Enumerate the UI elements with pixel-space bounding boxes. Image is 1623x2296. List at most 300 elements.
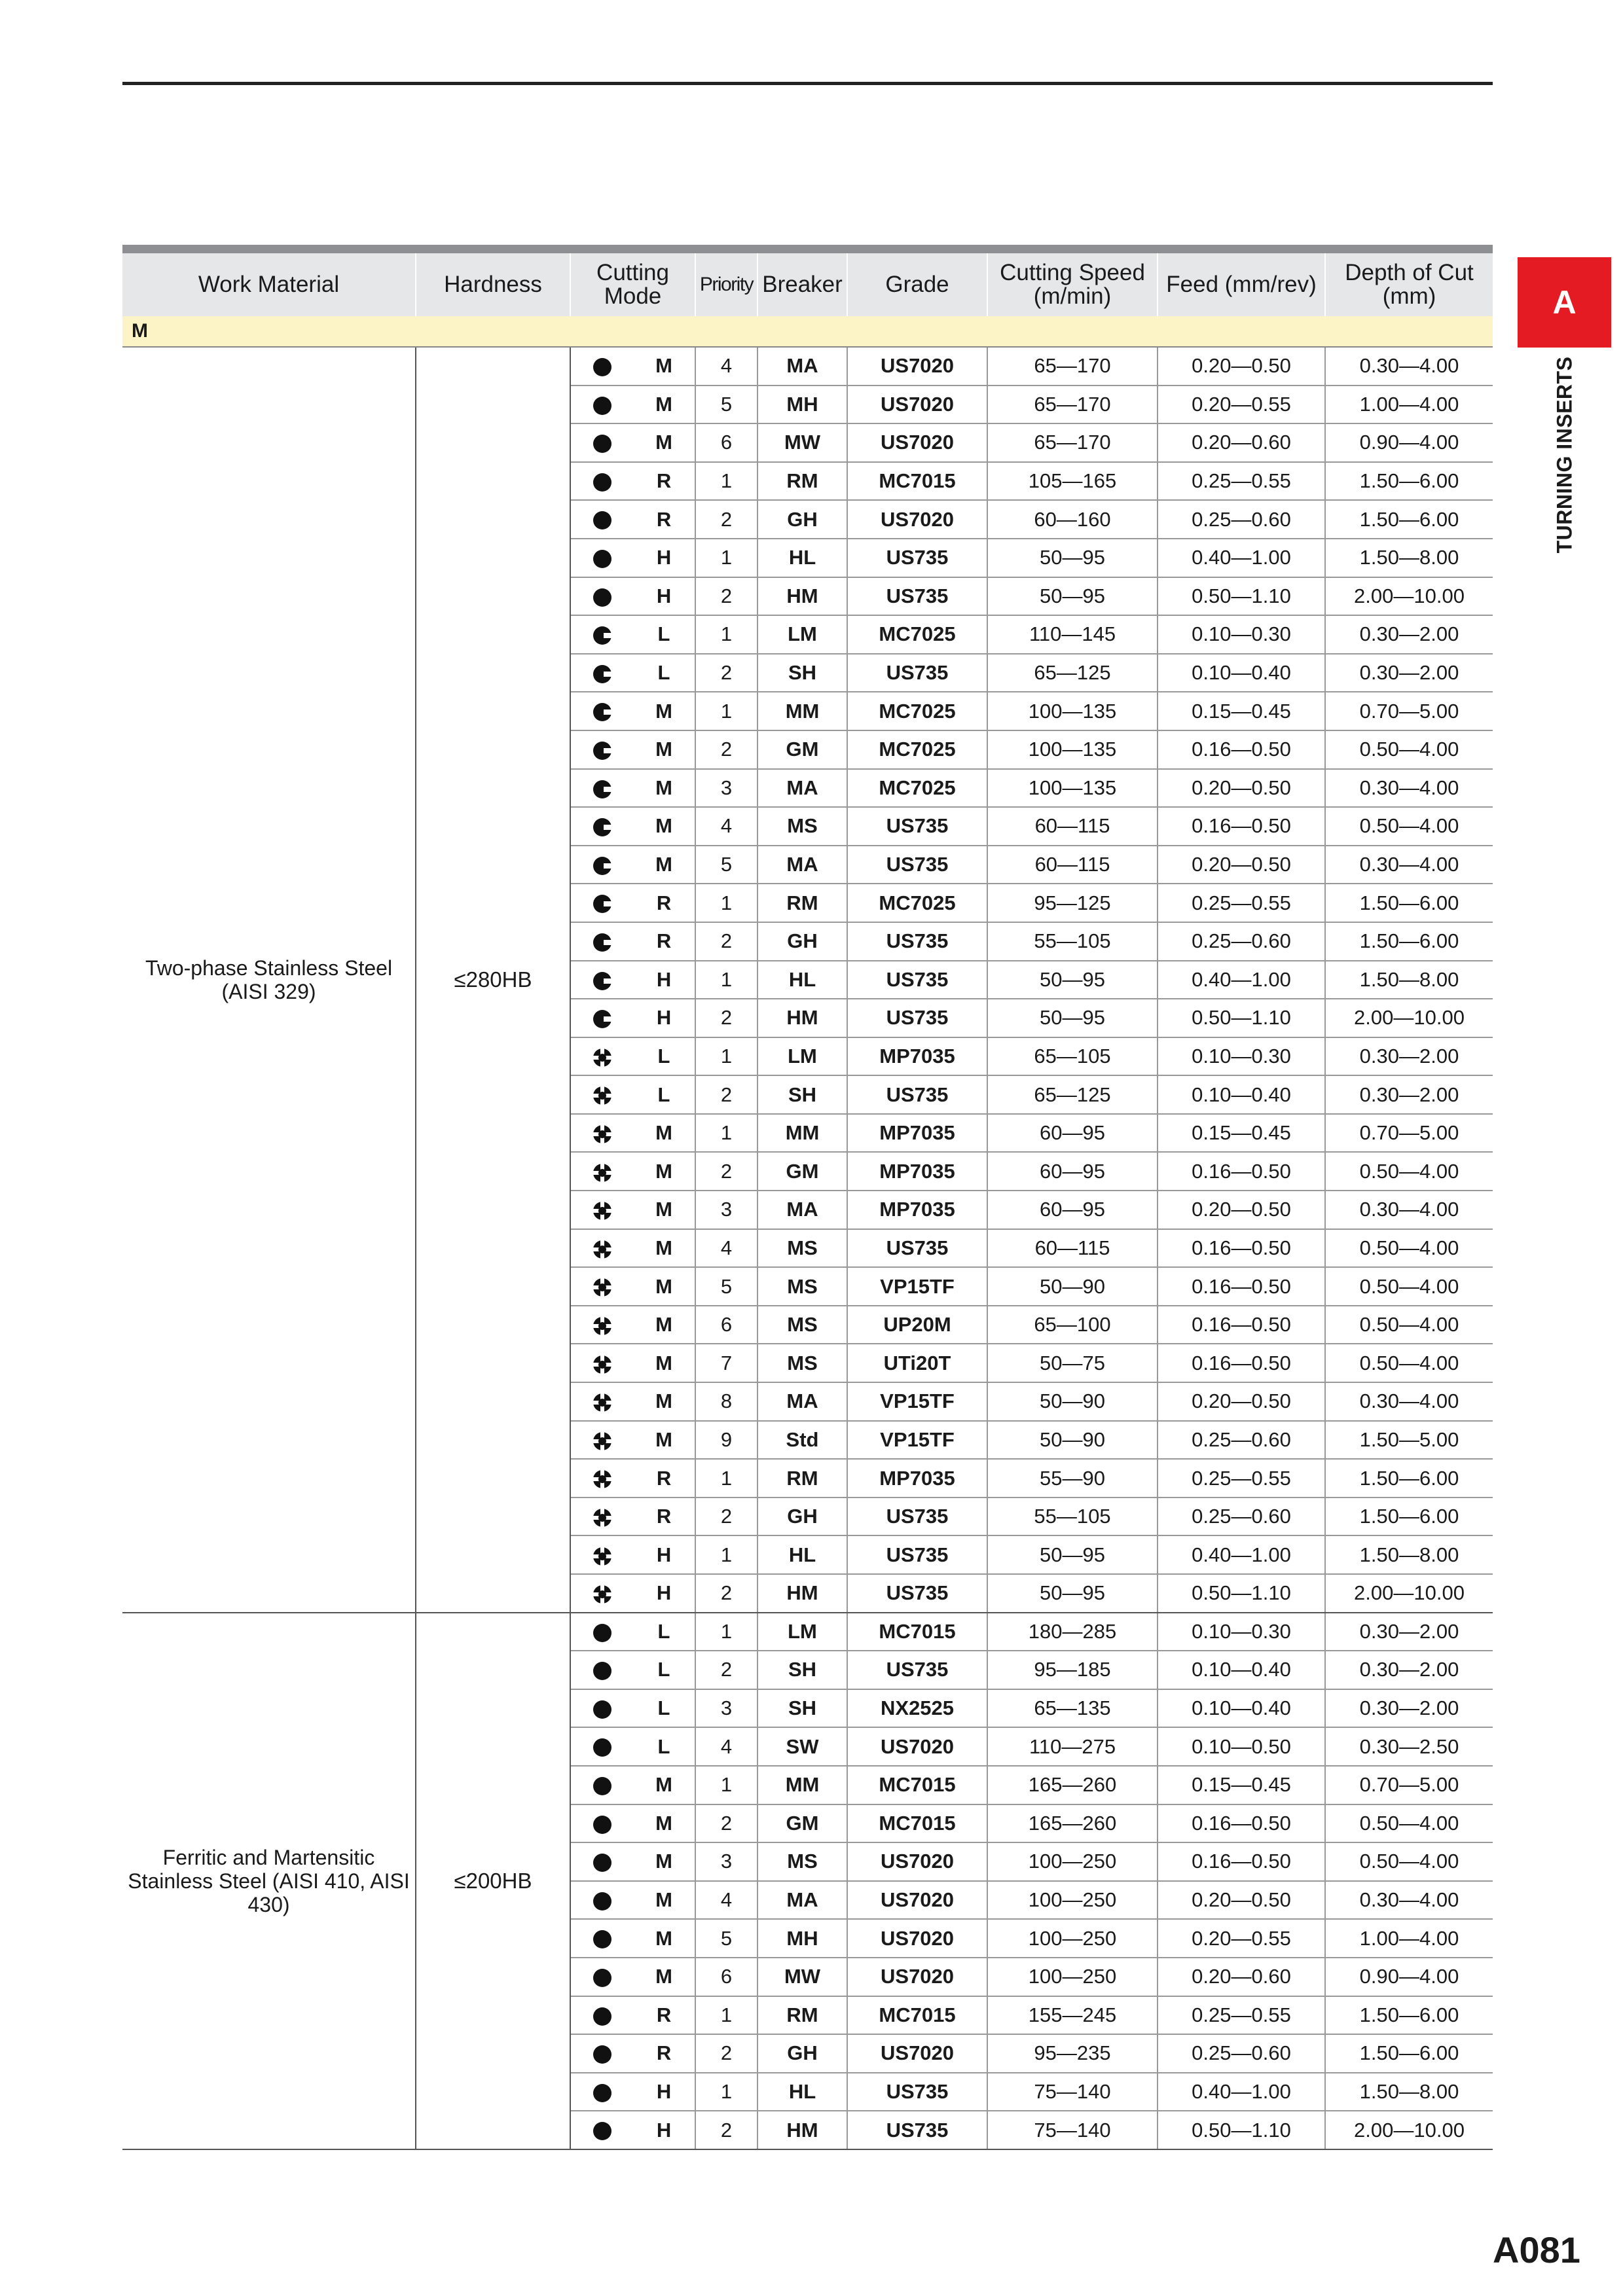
heavy-interrupted-cutting-icon [593,1048,612,1067]
grade-cell: US735 [847,1498,987,1536]
continuous-cutting-icon [593,1929,612,1949]
cutting-type-cell [570,1689,633,1728]
section-row [122,316,1493,347]
cutting-speed-cell: 55—105 [987,922,1158,961]
grade-cell: US735 [847,999,987,1037]
feed-cell: 0.25—0.55 [1158,1459,1325,1498]
cutting-type-cell [570,1459,633,1498]
cutting-type-cell [570,347,633,386]
cutting-type-cell [570,1498,633,1536]
feed-cell: 0.20—0.50 [1158,846,1325,884]
priority-cell: 2 [695,577,757,616]
grade-cell: US7020 [847,2034,987,2073]
cutting-mode-cell: H [633,961,695,999]
section-label-vertical [1539,356,1591,554]
light-interrupted-cutting-icon [593,702,612,722]
hardness-cell: ≤200HB [416,1613,570,2149]
breaker-cell: SH [757,654,847,692]
grade-cell: MC7025 [847,730,987,769]
cutting-speed-cell: 60—95 [987,1152,1158,1191]
grade-cell: MP7035 [847,1037,987,1076]
continuous-cutting-icon [593,1853,612,1873]
cutting-speed-cell: 155—245 [987,1996,1158,2035]
cutting-speed-cell: 100—135 [987,769,1158,808]
cutting-type-cell [570,654,633,692]
feed-cell: 0.20—0.60 [1158,1958,1325,1996]
depth-of-cut-cell: 0.30—4.00 [1325,769,1493,808]
continuous-cutting-icon [593,1776,612,1796]
grade-cell: MP7035 [847,1114,987,1153]
cutting-type-cell [570,1958,633,1996]
breaker-cell: MA [757,347,847,386]
priority-cell: 1 [695,462,757,501]
grade-cell: UP20M [847,1306,987,1344]
breaker-cell: HL [757,1535,847,1574]
cutting-mode-cell: L [633,1689,695,1728]
breaker-cell: HL [757,2073,847,2111]
priority-cell: 1 [695,1613,757,1651]
grade-cell: MC7015 [847,1996,987,2035]
priority-cell: 3 [695,1191,757,1229]
continuous-cutting-icon [593,549,612,569]
feed-cell: 0.25—0.55 [1158,1996,1325,2035]
breaker-cell: SH [757,1075,847,1114]
cutting-mode-cell: M [633,1152,695,1191]
breaker-cell: MA [757,1191,847,1229]
cutting-type-cell [570,1574,633,1613]
depth-of-cut-cell: 0.30—4.00 [1325,1191,1493,1229]
cutting-mode-cell: M [633,1191,695,1229]
cutting-mode-cell: M [633,1804,695,1843]
heavy-interrupted-cutting-icon [593,1393,612,1412]
breaker-cell: MW [757,1958,847,1996]
cutting-type-cell [570,1804,633,1843]
cutting-speed-cell: 65—125 [987,1075,1158,1114]
light-interrupted-cutting-icon [593,741,612,761]
breaker-cell: GM [757,1804,847,1843]
continuous-cutting-icon [593,1815,612,1835]
grade-cell: MC7015 [847,1804,987,1843]
cutting-type-cell [570,423,633,462]
cutting-mode-cell: H [633,1535,695,1574]
depth-of-cut-cell: 1.50—8.00 [1325,539,1493,577]
section-tab[interactable] [1518,257,1611,348]
grade-cell: NX2525 [847,1689,987,1728]
cutting-mode-cell: H [633,2073,695,2111]
cutting-mode-cell: M [633,769,695,808]
cutting-type-cell [570,615,633,654]
light-interrupted-cutting-icon [593,933,612,952]
priority-cell: 2 [695,1804,757,1843]
grade-cell: MC7015 [847,1613,987,1651]
depth-of-cut-cell: 0.50—4.00 [1325,1152,1493,1191]
priority-cell: 6 [695,1958,757,1996]
cutting-mode-cell: R [633,1459,695,1498]
heavy-interrupted-cutting-icon [593,1431,612,1451]
cutting-speed-cell: 50—95 [987,1535,1158,1574]
breaker-cell: GH [757,500,847,539]
continuous-cutting-icon [593,1738,612,1757]
feed-cell: 0.40—1.00 [1158,1535,1325,1574]
grade-cell: US735 [847,922,987,961]
feed-cell: 0.20—0.50 [1158,1382,1325,1421]
breaker-cell: MS [757,1267,847,1306]
cutting-type-cell [570,1766,633,1804]
feed-cell: 0.25—0.60 [1158,1498,1325,1536]
depth-of-cut-cell: 1.50—6.00 [1325,1996,1493,2035]
priority-cell: 2 [695,999,757,1037]
header-cutting-mode: Cutting Mode [570,249,695,317]
feed-cell: 0.20—0.55 [1158,1919,1325,1958]
feed-cell: 0.10—0.30 [1158,615,1325,654]
depth-of-cut-cell: 0.90—4.00 [1325,423,1493,462]
priority-cell: 1 [695,1535,757,1574]
depth-of-cut-cell: 0.30—4.00 [1325,846,1493,884]
cutting-speed-cell: 50—95 [987,1574,1158,1613]
breaker-cell: GM [757,730,847,769]
priority-cell: 1 [695,539,757,577]
cutting-speed-cell: 60—160 [987,500,1158,539]
page-number: A081 [1493,2229,1580,2270]
cutting-speed-cell: 60—95 [987,1114,1158,1153]
cutting-speed-cell: 75—140 [987,2073,1158,2111]
cutting-type-cell [570,1229,633,1268]
cutting-mode-cell: L [633,1037,695,1076]
feed-cell: 0.20—0.55 [1158,386,1325,424]
depth-of-cut-cell: 1.50—6.00 [1325,1459,1493,1498]
grade-cell: US735 [847,807,987,846]
header-depth-of-cut: Depth of Cut (mm) [1325,249,1493,317]
cutting-speed-cell: 60—115 [987,846,1158,884]
light-interrupted-cutting-icon [593,971,612,991]
depth-of-cut-cell: 0.90—4.00 [1325,1958,1493,1996]
feed-cell: 0.15—0.45 [1158,1114,1325,1153]
cutting-type-cell [570,386,633,424]
priority-cell: 4 [695,1727,757,1766]
depth-of-cut-cell: 0.30—4.00 [1325,1382,1493,1421]
depth-of-cut-cell: 0.70—5.00 [1325,1766,1493,1804]
depth-of-cut-cell: 1.50—6.00 [1325,462,1493,501]
cutting-speed-cell: 100—250 [987,1881,1158,1920]
priority-cell: 1 [695,1037,757,1076]
breaker-cell: LM [757,615,847,654]
breaker-cell: MH [757,1919,847,1958]
cutting-mode-cell: H [633,1574,695,1613]
priority-cell: 5 [695,1919,757,1958]
grade-cell: US7020 [847,1727,987,1766]
cutting-type-cell [570,1613,633,1651]
depth-of-cut-cell: 1.50—6.00 [1325,884,1493,922]
cutting-type-cell [570,1344,633,1382]
top-rule [122,82,1493,85]
cutting-type-cell [570,961,633,999]
feed-cell: 0.20—0.50 [1158,769,1325,808]
breaker-cell: RM [757,884,847,922]
light-interrupted-cutting-icon [593,664,612,684]
heavy-interrupted-cutting-icon [593,1278,612,1297]
cutting-speed-cell: 100—135 [987,692,1158,730]
continuous-cutting-icon [593,2083,612,2103]
breaker-cell: MS [757,1229,847,1268]
cutting-type-cell [570,1421,633,1460]
breaker-cell: LM [757,1613,847,1651]
header-cutting-speed: Cutting Speed (m/min) [987,249,1158,317]
cutting-type-cell [570,846,633,884]
priority-cell: 6 [695,423,757,462]
feed-cell: 0.10—0.30 [1158,1037,1325,1076]
heavy-interrupted-cutting-icon [593,1240,612,1259]
depth-of-cut-cell: 0.30—4.00 [1325,347,1493,386]
cutting-speed-cell: 65—135 [987,1689,1158,1728]
cutting-mode-cell: M [633,1766,695,1804]
cutting-mode-cell: H [633,999,695,1037]
depth-of-cut-cell: 1.00—4.00 [1325,1919,1493,1958]
cutting-mode-cell: M [633,1421,695,1460]
cutting-speed-cell: 50—95 [987,961,1158,999]
priority-cell: 2 [695,500,757,539]
cutting-mode-cell: H [633,539,695,577]
cutting-type-cell [570,2073,633,2111]
cutting-mode-cell: R [633,1996,695,2035]
feed-cell: 0.16—0.50 [1158,1306,1325,1344]
breaker-cell: MA [757,846,847,884]
breaker-cell: SH [757,1651,847,1689]
cutting-type-cell [570,730,633,769]
cutting-speed-cell: 50—90 [987,1382,1158,1421]
cutting-mode-cell: H [633,2111,695,2149]
cutting-speed-cell: 110—275 [987,1727,1158,1766]
cutting-mode-cell: L [633,1651,695,1689]
grade-cell: US7020 [847,500,987,539]
feed-cell: 0.16—0.50 [1158,1267,1325,1306]
cutting-speed-cell: 65—105 [987,1037,1158,1076]
priority-cell: 6 [695,1306,757,1344]
grade-cell: US7020 [847,1919,987,1958]
cutting-mode-cell: M [633,1306,695,1344]
feed-cell: 0.20—0.50 [1158,1881,1325,1920]
grade-cell: MC7015 [847,462,987,501]
cutting-speed-cell: 65—170 [987,386,1158,424]
cutting-type-cell [570,2111,633,2149]
breaker-cell: MA [757,1881,847,1920]
cutting-mode-cell: M [633,1958,695,1996]
feed-cell: 0.20—0.50 [1158,347,1325,386]
cutting-type-cell [570,692,633,730]
cutting-type-cell [570,462,633,501]
continuous-cutting-icon [593,1968,612,1988]
depth-of-cut-cell: 1.50—6.00 [1325,1498,1493,1536]
section-tab-letter: A [1552,284,1577,321]
cutting-mode-cell: M [633,846,695,884]
cutting-speed-cell: 180—285 [987,1613,1158,1651]
light-interrupted-cutting-icon [593,780,612,799]
header-hardness: Hardness [416,249,570,317]
depth-of-cut-cell: 1.50—8.00 [1325,961,1493,999]
cutting-type-cell [570,807,633,846]
heavy-interrupted-cutting-icon [593,1163,612,1183]
priority-cell: 1 [695,692,757,730]
breaker-cell: GH [757,1498,847,1536]
priority-cell: 8 [695,1382,757,1421]
cutting-mode-cell: M [633,347,695,386]
light-interrupted-cutting-icon [593,626,612,645]
breaker-cell: MW [757,423,847,462]
feed-cell: 0.10—0.40 [1158,1075,1325,1114]
breaker-cell: RM [757,1996,847,2035]
cutting-type-cell [570,1382,633,1421]
cutting-speed-cell: 165—260 [987,1804,1158,1843]
feed-cell: 0.15—0.45 [1158,1766,1325,1804]
grade-cell: MC7025 [847,692,987,730]
breaker-cell: RM [757,462,847,501]
cutting-mode-cell: R [633,922,695,961]
cutting-type-cell [570,1075,633,1114]
priority-cell: 5 [695,1267,757,1306]
grade-cell: MP7035 [847,1191,987,1229]
depth-of-cut-cell: 0.50—4.00 [1325,1267,1493,1306]
priority-cell: 2 [695,1075,757,1114]
priority-cell: 1 [695,1114,757,1153]
cutting-mode-cell: M [633,807,695,846]
priority-cell: 2 [695,1651,757,1689]
breaker-cell: MM [757,1114,847,1153]
priority-cell: 1 [695,1459,757,1498]
breaker-cell: MA [757,769,847,808]
grade-cell: US735 [847,1229,987,1268]
cutting-speed-cell: 60—115 [987,807,1158,846]
cutting-speed-cell: 95—235 [987,2034,1158,2073]
grade-cell: US7020 [847,347,987,386]
priority-cell: 9 [695,1421,757,1460]
cutting-type-cell [570,577,633,616]
cutting-speed-cell: 95—185 [987,1651,1158,1689]
depth-of-cut-cell: 0.50—4.00 [1325,1344,1493,1382]
priority-cell: 1 [695,961,757,999]
section-label: M [122,316,1493,347]
breaker-cell: MS [757,807,847,846]
feed-cell: 0.10—0.40 [1158,1651,1325,1689]
feed-cell: 0.50—1.10 [1158,2111,1325,2149]
header-priority: Priority [695,249,757,317]
grade-cell: MP7035 [847,1152,987,1191]
feed-cell: 0.25—0.60 [1158,1421,1325,1460]
feed-cell: 0.16—0.50 [1158,730,1325,769]
cutting-mode-cell: M [633,1382,695,1421]
cutting-speed-cell: 100—135 [987,730,1158,769]
cutting-speed-cell: 50—95 [987,999,1158,1037]
depth-of-cut-cell: 1.50—8.00 [1325,2073,1493,2111]
cutting-type-cell [570,1267,633,1306]
cutting-type-cell [570,999,633,1037]
cutting-mode-cell: M [633,1881,695,1920]
grade-cell: US735 [847,2073,987,2111]
breaker-cell: MS [757,1344,847,1382]
grade-cell: US735 [847,846,987,884]
cutting-speed-cell: 65—170 [987,423,1158,462]
cutting-type-cell [570,1881,633,1920]
cutting-speed-cell: 110—145 [987,615,1158,654]
feed-cell: 0.40—1.00 [1158,2073,1325,2111]
depth-of-cut-cell: 0.30—2.00 [1325,615,1493,654]
cutting-speed-cell: 65—100 [987,1306,1158,1344]
heavy-interrupted-cutting-icon [593,1355,612,1374]
grade-cell: US7020 [847,1958,987,1996]
cutting-speed-cell: 105—165 [987,462,1158,501]
cutting-speed-cell: 100—250 [987,1958,1158,1996]
cutting-conditions-table [122,245,1493,2150]
priority-cell: 2 [695,654,757,692]
cutting-speed-cell: 60—115 [987,1229,1158,1268]
grade-cell: US735 [847,1651,987,1689]
depth-of-cut-cell: 0.70—5.00 [1325,692,1493,730]
feed-cell: 0.10—0.30 [1158,1613,1325,1651]
work-material-cell: Ferritic and Martensitic Stainless Steel (AISI 410, AISI 430) [122,1613,416,2149]
breaker-cell: GM [757,1152,847,1191]
depth-of-cut-cell: 0.50—4.00 [1325,1306,1493,1344]
grade-cell: VP15TF [847,1421,987,1460]
feed-cell: 0.16—0.50 [1158,1152,1325,1191]
breaker-cell: LM [757,1037,847,1076]
breaker-cell: RM [757,1459,847,1498]
feed-cell: 0.50—1.10 [1158,999,1325,1037]
cutting-type-cell [570,1842,633,1881]
cutting-type-cell [570,1191,633,1229]
feed-cell: 0.25—0.60 [1158,500,1325,539]
priority-cell: 4 [695,807,757,846]
cutting-type-cell [570,1919,633,1958]
depth-of-cut-cell: 0.30—4.00 [1325,1881,1493,1920]
depth-of-cut-cell: 2.00—10.00 [1325,577,1493,616]
grade-cell: MC7025 [847,884,987,922]
cutting-mode-cell: R [633,462,695,501]
priority-cell: 2 [695,2111,757,2149]
cutting-type-cell [570,1727,633,1766]
work-material-cell: Two-phase Stainless Steel (AISI 329) [122,347,416,1613]
depth-of-cut-cell: 0.30—2.00 [1325,1651,1493,1689]
feed-cell: 0.40—1.00 [1158,539,1325,577]
depth-of-cut-cell: 0.30—2.00 [1325,1037,1493,1076]
cutting-type-cell [570,1535,633,1574]
depth-of-cut-cell: 0.30—2.00 [1325,1075,1493,1114]
priority-cell: 5 [695,846,757,884]
heavy-interrupted-cutting-icon [593,1316,612,1336]
grade-cell: US7020 [847,1842,987,1881]
light-interrupted-cutting-icon [593,856,612,876]
feed-cell: 0.15—0.45 [1158,692,1325,730]
cutting-mode-cell: M [633,1344,695,1382]
cutting-speed-cell: 55—105 [987,1498,1158,1536]
breaker-cell: GH [757,922,847,961]
priority-cell: 3 [695,1842,757,1881]
heavy-interrupted-cutting-icon [593,1201,612,1221]
feed-cell: 0.10—0.40 [1158,654,1325,692]
grade-cell: US735 [847,1535,987,1574]
depth-of-cut-cell: 1.50—6.00 [1325,2034,1493,2073]
feed-cell: 0.40—1.00 [1158,961,1325,999]
cutting-mode-cell: M [633,1842,695,1881]
cutting-type-cell [570,1306,633,1344]
table-row [122,1613,1493,1651]
cutting-speed-cell: 50—95 [987,539,1158,577]
cutting-speed-cell: 65—125 [987,654,1158,692]
cutting-speed-cell: 165—260 [987,1766,1158,1804]
priority-cell: 5 [695,386,757,424]
heavy-interrupted-cutting-icon [593,1547,612,1566]
priority-cell: 2 [695,1152,757,1191]
priority-cell: 2 [695,730,757,769]
cutting-type-cell [570,539,633,577]
cutting-mode-cell: M [633,386,695,424]
